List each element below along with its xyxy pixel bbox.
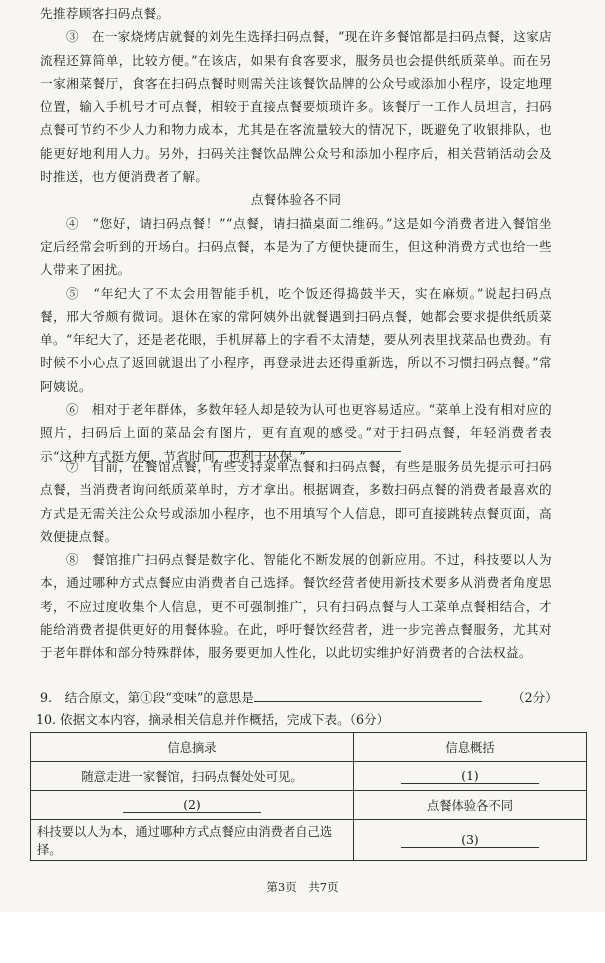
- table-cell-summary: [354, 820, 587, 861]
- passage-paragraph-3: ③ 在一家烧烤店就餐的刘先生选择扫码点餐，“现在许多餐馆都是扫码点餐，这家店流程还算简单，比较方便。”在该店，如果有食客要求，服务员也会提供纸质菜单。而在另一家湘菜餐厅，食客在扫码点餐时则需关注该餐饮品牌的公众号或添加小程序，设定地理位置，输入手机号才可点餐，相较于直接点餐要烦琐许多。该餐厅一工作人员坦言，扫码点餐可节约不少人力和物力成本，尤其是在客流量较大的情况下，既避免了收银排队，也能更好地利用人力。另外，扫码关注餐饮品牌公众号和添加小程序后，相关营销活动会及时推送，也方便消费者了解。: [40, 29, 552, 185]
- question-9: [40, 688, 558, 708]
- passage-body: [40, 2, 552, 468]
- row2-summary-text: 点餐体验各不同: [426, 799, 514, 813]
- passage-paragraph-5: ⑤ “年纪大了不太会用智能手机，吃个饭还得捣鼓半天，实在麻烦。”说起扫码点餐，邢大爷颇有微词。退休在家的常阿姨外出就餐遇到扫码点餐，她都会要求提供纸质菜单。“年纪大了，还是老花眼，手机屏幕上的字看不太清楚，要从列表里找菜品也费劲。有时候不小心点了返回就退出了小程序，再登录进去还得重新选，所以不习惯扫码点餐。”常阿姨说。: [40, 285, 552, 394]
- passage-paragraph-4: ④ “您好，请扫码点餐！”“点餐，请扫描桌面二维码。”这是如今消费者进入餐馆坐定后经常会听到的开场白。扫码点餐，本是为了方便快捷而生，但这种消费方式也给一些人带来了困扰。: [40, 215, 552, 278]
- question-10: [36, 710, 389, 730]
- passage-paragraph-8: ⑧ 餐馆推广扫码点餐是数字化、智能化不断发展的创新应用。不过，科技要以人为本，通过哪种方式点餐应由消费者自己选择。餐饮经营者使用新技术要多从消费者角度思考，不应过度收集个人信息，更不可强制推广，只有扫码点餐与人工菜单点餐相结合，才能给消费者提供更好的用餐体验。在此，呼吁餐饮经营者，进一步完善点餐服务，尤其对于老年群体和部分特殊群体，服务要更加人性化，以此切实维护好消费者的合法权益。: [40, 552, 552, 661]
- passage-paragraph-6: ⑥ 相对于老年群体，多数年轻人却是较为认可也更容易适应。“菜单上没有相对应的照片，扫码后上面的菜品会有图片，更有直观的感受。”对于扫码点餐，年轻消费者表示“这种方式挺方便，节省时间，也利于环保。”: [40, 402, 552, 464]
- passage-paragraph-7: ⑦ 目前，在餐馆点餐，有些支持菜单点餐和扫码点餐，有些是服务员先提示可扫码点餐，当消费者询问纸质菜单时，方才拿出。根据调查，多数扫码点餐的消费者最喜欢的方式是无需关注公众号或添加小程序，也不用填写个人信息，即可直接跳转点餐页面，高效便捷点餐。: [40, 459, 552, 544]
- passage-paragraph-top: 先推荐顾客扫码点餐。: [40, 6, 170, 21]
- answer-blank-3[interactable]: (3): [401, 833, 539, 848]
- table-header-row: [31, 733, 587, 762]
- table-row: [31, 791, 587, 820]
- page-number-footer: 第3页 共7页: [266, 880, 339, 894]
- table-cell-excerpt: [31, 762, 354, 791]
- table-cell-summary: [354, 791, 587, 820]
- table-cell-excerpt: [31, 791, 354, 820]
- row1-excerpt-text: 随意走进一家餐馆，扫码点餐处处可见。: [81, 770, 303, 784]
- passage-body-continued: [40, 455, 552, 665]
- section-subheading: 点餐体验各不同: [250, 192, 342, 208]
- question-9-text: 9. 结合原文，第①段“变味”的意思是: [40, 690, 254, 705]
- table-header-summary: 信息概括: [354, 733, 587, 762]
- answer-blank-1[interactable]: (1): [401, 769, 539, 784]
- row3-excerpt-text: 科技要以人为本，通过哪种方式点餐应由消费者自己选择。: [37, 825, 333, 857]
- subheading-blank-line: [205, 451, 401, 452]
- question-10-text: 10. 依据文本内容，摘录相关信息并作概括，完成下表。（6分）: [36, 712, 390, 727]
- table-row: [31, 762, 587, 791]
- info-table: [30, 732, 587, 861]
- table-row: [31, 820, 587, 861]
- table-cell-excerpt: [31, 820, 354, 861]
- question-9-points: （2分）: [512, 690, 558, 705]
- answer-blank-2[interactable]: (2): [123, 798, 261, 813]
- table-header-excerpt: 信息摘录: [31, 733, 354, 762]
- question-9-answer-blank[interactable]: [254, 689, 482, 702]
- table-cell-summary: [354, 762, 587, 791]
- page-margin-bottom: [0, 912, 605, 963]
